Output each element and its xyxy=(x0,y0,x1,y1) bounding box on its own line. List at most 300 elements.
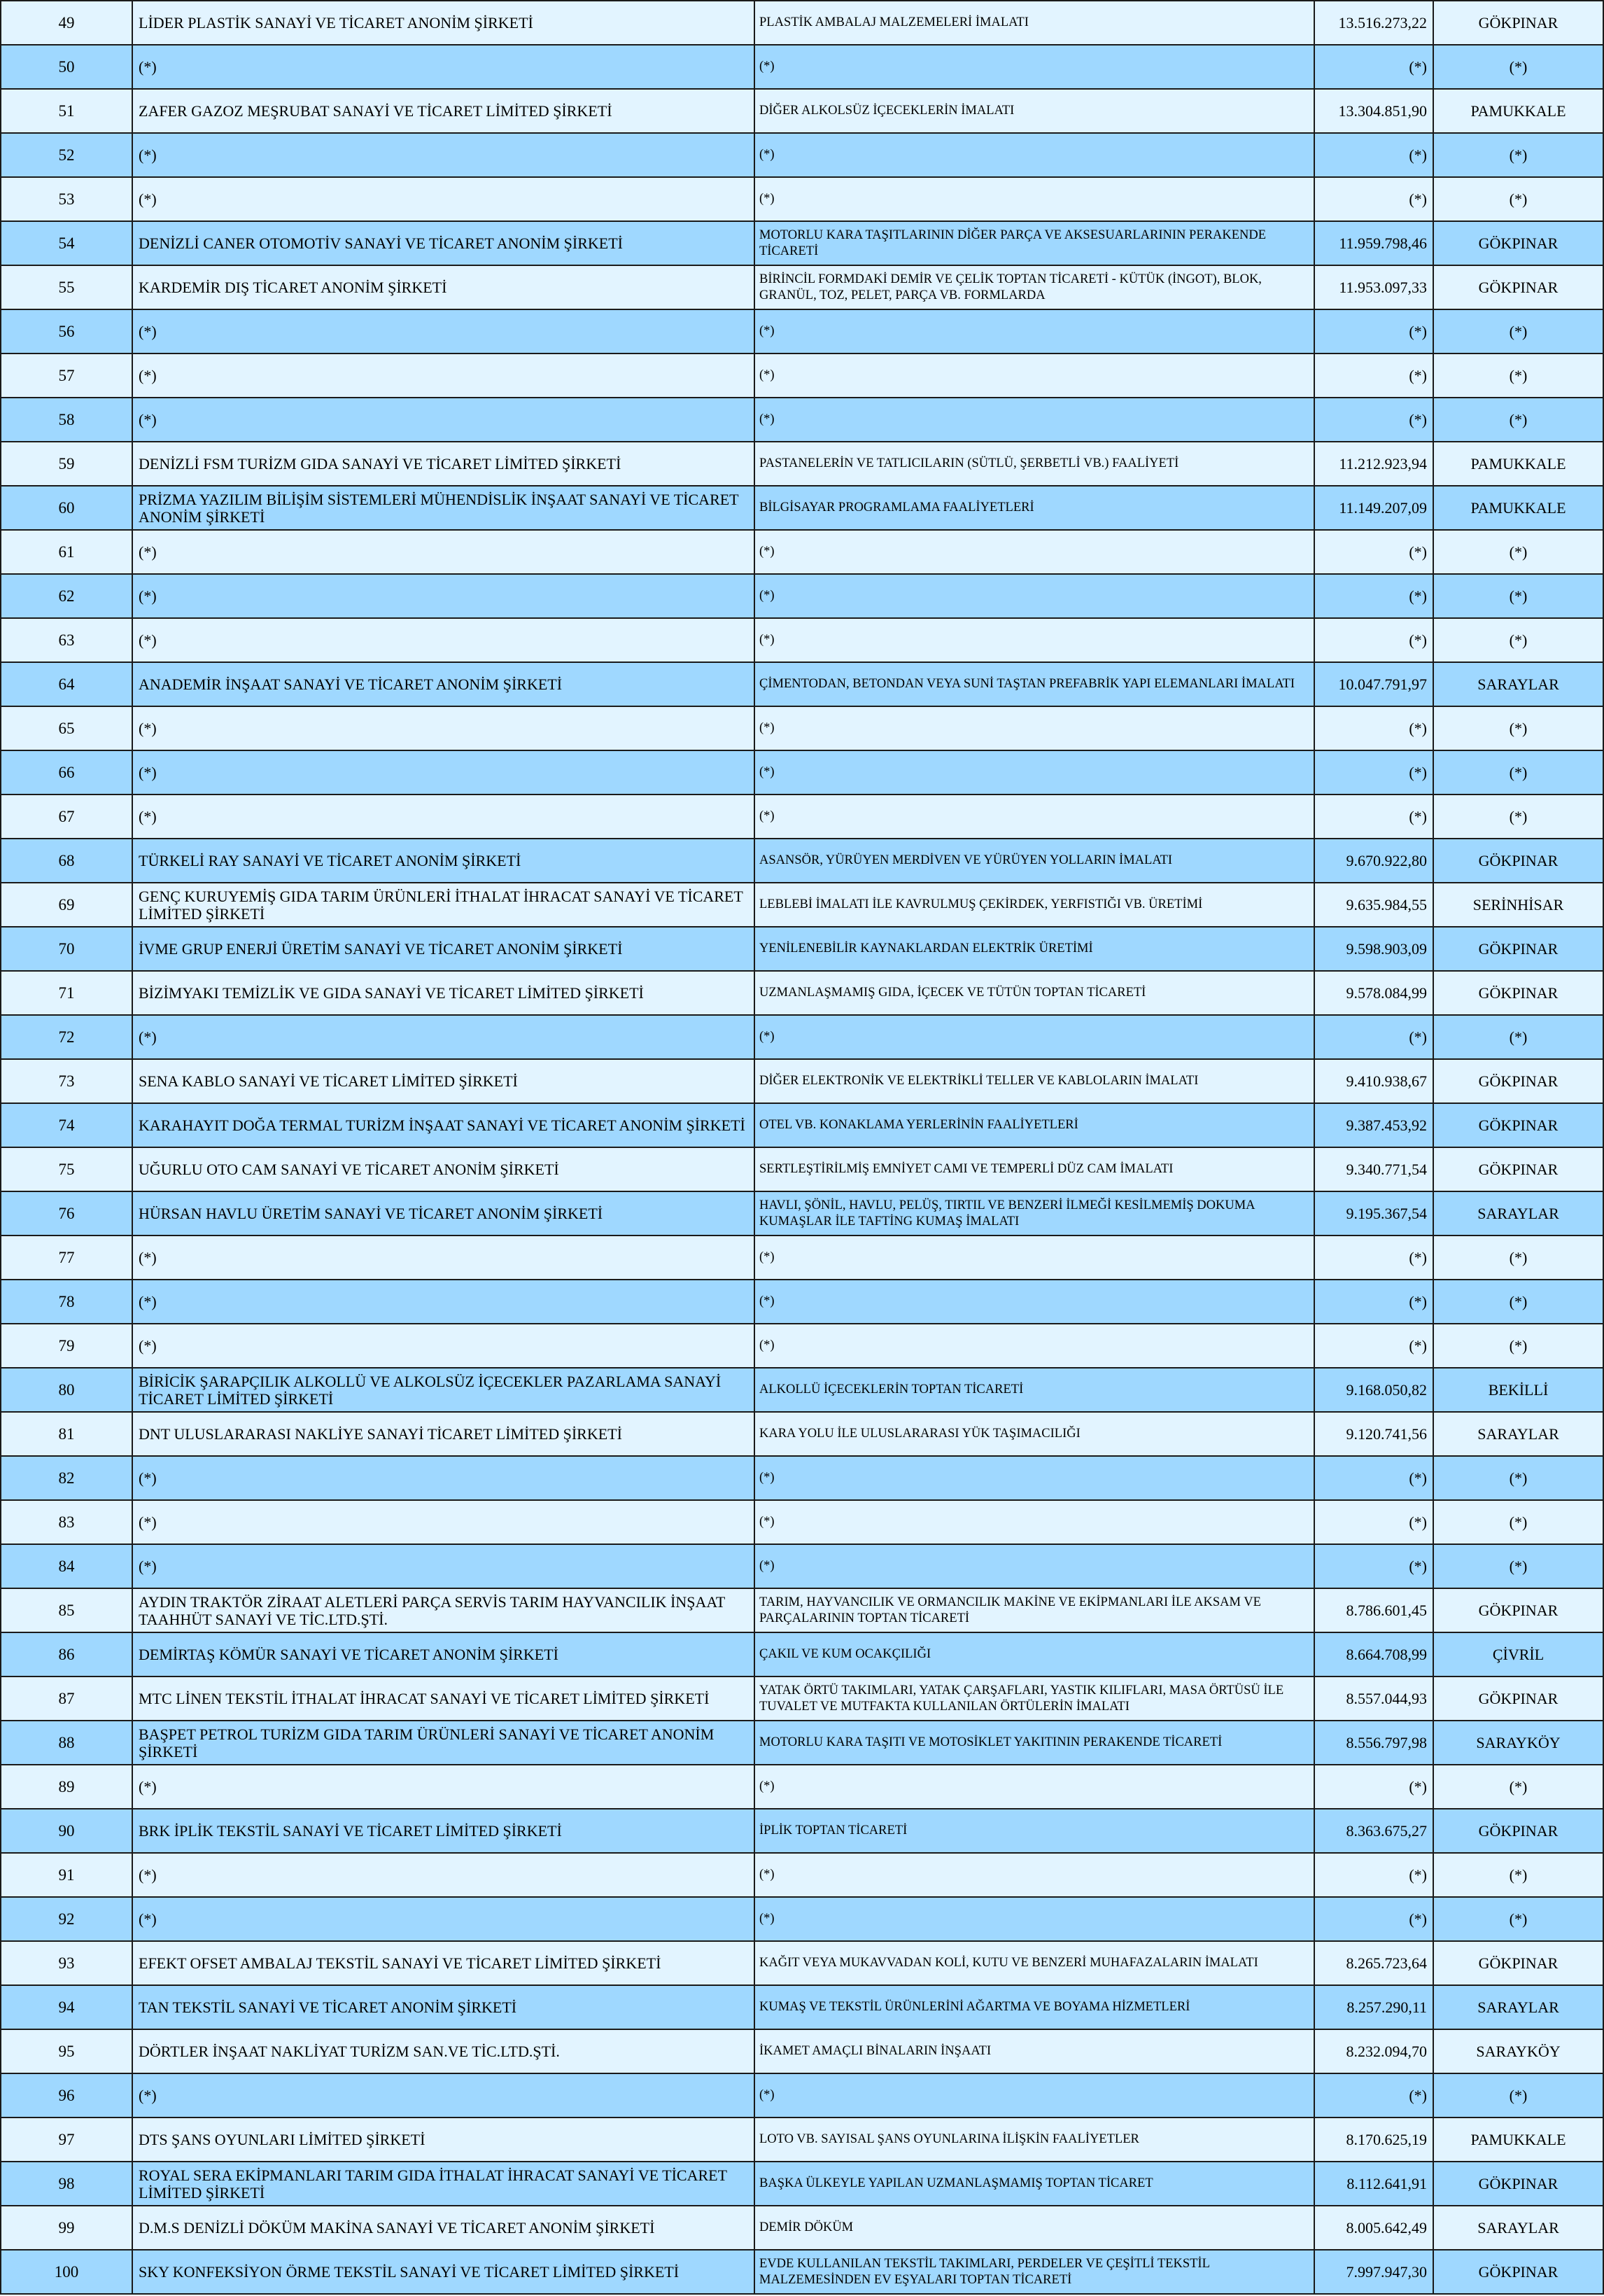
location-cell: ÇİVRİL xyxy=(1433,1632,1603,1676)
company-name-cell: (*) xyxy=(132,706,754,750)
company-name-cell: (*) xyxy=(132,1324,754,1368)
tax-amount-cell: (*) xyxy=(1314,354,1433,398)
location-cell: (*) xyxy=(1433,177,1603,221)
tax-amount-cell: 8.556.797,98 xyxy=(1314,1721,1433,1765)
tax-amount-cell: 8.664.708,99 xyxy=(1314,1632,1433,1676)
company-name-cell: (*) xyxy=(132,1015,754,1059)
table-row xyxy=(1,1765,1603,1809)
company-name-cell: KARDEMİR DIŞ TİCARET ANONİM ŞİRKETİ xyxy=(132,265,754,309)
rank-cell: 60 xyxy=(1,486,132,530)
table-row xyxy=(1,530,1603,574)
location-cell: GÖKPINAR xyxy=(1433,1,1603,45)
activity-cell: (*) xyxy=(754,354,1314,398)
activity-cell: BİRİNCİL FORMDAKİ DEMİR VE ÇELİK TOPTAN TİCARETİ - KÜTÜK (İNGOT), BLOK, GRANÜL, TOZ, PELET, PARÇA VB. FORMLARDA xyxy=(754,265,1314,309)
activity-cell: (*) xyxy=(754,794,1314,839)
location-cell: (*) xyxy=(1433,1765,1603,1809)
company-name-cell: (*) xyxy=(132,1544,754,1588)
location-cell: (*) xyxy=(1433,1324,1603,1368)
tax-amount-cell: 8.005.642,49 xyxy=(1314,2206,1433,2250)
location-cell: (*) xyxy=(1433,45,1603,89)
company-name-cell: (*) xyxy=(132,750,754,794)
company-name-cell: PRİZMA YAZILIM BİLİŞİM SİSTEMLERİ MÜHENDİSLİK İNŞAAT SANAYİ VE TİCARET ANONİM ŞİRKETİ xyxy=(132,486,754,530)
activity-cell: PLASTİK AMBALAJ MALZEMELERİ İMALATI xyxy=(754,1,1314,45)
tax-amount-cell: 8.112.641,91 xyxy=(1314,2162,1433,2206)
table-row xyxy=(1,1324,1603,1368)
location-cell: SARAYLAR xyxy=(1433,2206,1603,2250)
activity-cell: DİĞER ALKOLSÜZ İÇECEKLERİN İMALATI xyxy=(754,89,1314,133)
table-row xyxy=(1,133,1603,177)
tax-amount-cell: (*) xyxy=(1314,1324,1433,1368)
tax-amount-cell: (*) xyxy=(1314,398,1433,442)
table-row xyxy=(1,354,1603,398)
table-row xyxy=(1,1809,1603,1853)
location-cell: GÖKPINAR xyxy=(1433,1059,1603,1103)
company-name-cell: DEMİRTAŞ KÖMÜR SANAYİ VE TİCARET ANONİM ŞİRKETİ xyxy=(132,1632,754,1676)
tax-amount-cell: (*) xyxy=(1314,177,1433,221)
rank-cell: 65 xyxy=(1,706,132,750)
tax-amount-cell: 11.212.923,94 xyxy=(1314,442,1433,486)
tax-amount-cell: 9.195.367,54 xyxy=(1314,1191,1433,1236)
company-name-cell: KARAHAYIT DOĞA TERMAL TURİZM İNŞAAT SANAYİ VE TİCARET ANONİM ŞİRKETİ xyxy=(132,1103,754,1147)
company-name-cell: TÜRKELİ RAY SANAYİ VE TİCARET ANONİM ŞİRKETİ xyxy=(132,839,754,883)
table-row xyxy=(1,265,1603,309)
rank-cell: 81 xyxy=(1,1412,132,1456)
tax-amount-cell: (*) xyxy=(1314,1456,1433,1500)
tax-amount-cell: 8.265.723,64 xyxy=(1314,1941,1433,1985)
tax-amount-cell: (*) xyxy=(1314,530,1433,574)
activity-cell: (*) xyxy=(754,1853,1314,1897)
activity-cell: HAVLI, ŞÖNİL, HAVLU, PELÜŞ, TIRTIL VE BENZERİ İLMEĞİ KESİLMEMİŞ DOKUMA KUMAŞLAR İLE TAFTİNG KUMAŞ İMALATI xyxy=(754,1191,1314,1236)
table-row xyxy=(1,1191,1603,1236)
activity-cell: MOTORLU KARA TAŞITLARININ DİĞER PARÇA VE AKSESUARLARININ PERAKENDE TİCARETİ xyxy=(754,221,1314,265)
tax-amount-cell: 9.168.050,82 xyxy=(1314,1368,1433,1412)
tax-amount-cell: (*) xyxy=(1314,574,1433,618)
company-name-cell: (*) xyxy=(132,1765,754,1809)
company-name-cell: (*) xyxy=(132,1897,754,1941)
tax-amount-cell: 8.170.625,19 xyxy=(1314,2118,1433,2162)
activity-cell: (*) xyxy=(754,1280,1314,1324)
rank-cell: 52 xyxy=(1,133,132,177)
activity-cell: KUMAŞ VE TEKSTİL ÜRÜNLERİNİ AĞARTMA VE BOYAMA HİZMETLERİ xyxy=(754,1985,1314,2029)
activity-cell: (*) xyxy=(754,530,1314,574)
tax-amount-cell: (*) xyxy=(1314,1853,1433,1897)
table-row xyxy=(1,2206,1603,2250)
company-name-cell: (*) xyxy=(132,794,754,839)
location-cell: (*) xyxy=(1433,750,1603,794)
location-cell: (*) xyxy=(1433,1500,1603,1544)
activity-cell: (*) xyxy=(754,398,1314,442)
activity-cell: LOTO VB. SAYISAL ŞANS OYUNLARINA İLİŞKİN FAALİYETLER xyxy=(754,2118,1314,2162)
company-name-cell: HÜRSAN HAVLU ÜRETİM SANAYİ VE TİCARET ANONİM ŞİRKETİ xyxy=(132,1191,754,1236)
table-row xyxy=(1,1500,1603,1544)
table-row xyxy=(1,1280,1603,1324)
rank-cell: 55 xyxy=(1,265,132,309)
activity-cell: BİLGİSAYAR PROGRAMLAMA FAALİYETLERİ xyxy=(754,486,1314,530)
rank-cell: 89 xyxy=(1,1765,132,1809)
table-row xyxy=(1,1368,1603,1412)
activity-cell: (*) xyxy=(754,574,1314,618)
location-cell: PAMUKKALE xyxy=(1433,2118,1603,2162)
tax-amount-cell: (*) xyxy=(1314,45,1433,89)
rank-cell: 50 xyxy=(1,45,132,89)
company-name-cell: (*) xyxy=(132,1500,754,1544)
location-cell: (*) xyxy=(1433,1015,1603,1059)
activity-cell: LEBLEBİ İMALATI İLE KAVRULMUŞ ÇEKİRDEK, YERFISTIĞI VB. ÜRETİMİ xyxy=(754,883,1314,927)
location-cell: SARAYLAR xyxy=(1433,662,1603,706)
location-cell: BEKİLLİ xyxy=(1433,1368,1603,1412)
tax-amount-cell: (*) xyxy=(1314,1544,1433,1588)
activity-cell: (*) xyxy=(754,1500,1314,1544)
company-name-cell: (*) xyxy=(132,530,754,574)
activity-cell: MOTORLU KARA TAŞITI VE MOTOSİKLET YAKITININ PERAKENDE TİCARETİ xyxy=(754,1721,1314,1765)
table-row xyxy=(1,177,1603,221)
location-cell: (*) xyxy=(1433,794,1603,839)
activity-cell: YATAK ÖRTÜ TAKIMLARI, YATAK ÇARŞAFLARI, YASTIK KILIFLARI, MASA ÖRTÜSÜ İLE TUVALET VE MUTFAKTA KULLANILAN ÖRTÜLERİN İMALATI xyxy=(754,1676,1314,1721)
tax-amount-cell: 13.304.851,90 xyxy=(1314,89,1433,133)
rank-cell: 59 xyxy=(1,442,132,486)
tax-amount-cell: (*) xyxy=(1314,618,1433,662)
rank-cell: 54 xyxy=(1,221,132,265)
table-row xyxy=(1,883,1603,927)
company-name-cell: D.M.S DENİZLİ DÖKÜM MAKİNA SANAYİ VE TİCARET ANONİM ŞİRKETİ xyxy=(132,2206,754,2250)
location-cell: GÖKPINAR xyxy=(1433,1941,1603,1985)
tax-amount-cell: 10.047.791,97 xyxy=(1314,662,1433,706)
rank-cell: 71 xyxy=(1,971,132,1015)
tax-amount-cell: (*) xyxy=(1314,133,1433,177)
activity-cell: (*) xyxy=(754,133,1314,177)
activity-cell: YENİLENEBİLİR KAYNAKLARDAN ELEKTRİK ÜRETİMİ xyxy=(754,927,1314,971)
table-row xyxy=(1,442,1603,486)
location-cell: PAMUKKALE xyxy=(1433,486,1603,530)
rank-cell: 67 xyxy=(1,794,132,839)
location-cell: (*) xyxy=(1433,1280,1603,1324)
activity-cell: (*) xyxy=(754,1324,1314,1368)
rank-cell: 56 xyxy=(1,309,132,354)
location-cell: GÖKPINAR xyxy=(1433,265,1603,309)
rank-cell: 84 xyxy=(1,1544,132,1588)
location-cell: (*) xyxy=(1433,1853,1603,1897)
company-name-cell: DTS ŞANS OYUNLARI LİMİTED ŞİRKETİ xyxy=(132,2118,754,2162)
rank-cell: 80 xyxy=(1,1368,132,1412)
company-name-cell: BİRİCİK ŞARAPÇILIK ALKOLLÜ VE ALKOLSÜZ İÇECEKLER PAZARLAMA SANAYİ TİCARET LİMİTED ŞİRKETİ xyxy=(132,1368,754,1412)
company-name-cell: ZAFER GAZOZ MEŞRUBAT SANAYİ VE TİCARET LİMİTED ŞİRKETİ xyxy=(132,89,754,133)
tax-amount-cell: (*) xyxy=(1314,794,1433,839)
company-name-cell: (*) xyxy=(132,398,754,442)
company-name-cell: GENÇ KURUYEMİŞ GIDA TARIM ÜRÜNLERİ İTHALAT İHRACAT SANAYİ VE TİCARET LİMİTED ŞİRKETİ xyxy=(132,883,754,927)
table-row xyxy=(1,2118,1603,2162)
rank-cell: 62 xyxy=(1,574,132,618)
company-name-cell: DENİZLİ FSM TURİZM GIDA SANAYİ VE TİCARET LİMİTED ŞİRKETİ xyxy=(132,442,754,486)
rank-cell: 94 xyxy=(1,1985,132,2029)
location-cell: PAMUKKALE xyxy=(1433,89,1603,133)
table-row xyxy=(1,1,1603,45)
table-row xyxy=(1,2073,1603,2118)
activity-cell: (*) xyxy=(754,1456,1314,1500)
location-cell: GÖKPINAR xyxy=(1433,2162,1603,2206)
table-row xyxy=(1,662,1603,706)
table-row xyxy=(1,2162,1603,2206)
company-name-cell: BRK İPLİK TEKSTİL SANAYİ VE TİCARET LİMİTED ŞİRKETİ xyxy=(132,1809,754,1853)
activity-cell: KARA YOLU İLE ULUSLARARASI YÜK TAŞIMACILIĞI xyxy=(754,1412,1314,1456)
table-row xyxy=(1,89,1603,133)
activity-cell: ALKOLLÜ İÇECEKLERİN TOPTAN TİCARETİ xyxy=(754,1368,1314,1412)
location-cell: GÖKPINAR xyxy=(1433,1147,1603,1191)
activity-cell: EVDE KULLANILAN TEKSTİL TAKIMLARI, PERDELER VE ÇEŞİTLİ TEKSTİL MALZEMESİNDEN EV EŞYALARI TOPTAN TİCARETİ xyxy=(754,2250,1314,2294)
table-row xyxy=(1,794,1603,839)
table-row xyxy=(1,1456,1603,1500)
rank-cell: 86 xyxy=(1,1632,132,1676)
tax-amount-cell: (*) xyxy=(1314,750,1433,794)
activity-cell: OTEL VB. KONAKLAMA YERLERİNİN FAALİYETLERİ xyxy=(754,1103,1314,1147)
rank-cell: 64 xyxy=(1,662,132,706)
company-name-cell: (*) xyxy=(132,133,754,177)
activity-cell: (*) xyxy=(754,45,1314,89)
rank-cell: 98 xyxy=(1,2162,132,2206)
company-name-cell: ANADEMİR İNŞAAT SANAYİ VE TİCARET ANONİM ŞİRKETİ xyxy=(132,662,754,706)
location-cell: SERİNHİSAR xyxy=(1433,883,1603,927)
tax-amount-cell: (*) xyxy=(1314,1280,1433,1324)
tax-amount-cell: (*) xyxy=(1314,1236,1433,1280)
tax-amount-cell: (*) xyxy=(1314,1015,1433,1059)
tax-amount-cell: 9.635.984,55 xyxy=(1314,883,1433,927)
tax-amount-cell: 13.516.273,22 xyxy=(1314,1,1433,45)
table-row xyxy=(1,2250,1603,2294)
location-cell: (*) xyxy=(1433,1544,1603,1588)
table-row xyxy=(1,221,1603,265)
table-row xyxy=(1,1676,1603,1721)
location-cell: (*) xyxy=(1433,1897,1603,1941)
location-cell: (*) xyxy=(1433,133,1603,177)
table-row xyxy=(1,1985,1603,2029)
table-row xyxy=(1,1236,1603,1280)
table-row xyxy=(1,1103,1603,1147)
rank-cell: 78 xyxy=(1,1280,132,1324)
table-row xyxy=(1,1059,1603,1103)
location-cell: (*) xyxy=(1433,398,1603,442)
company-name-cell: TAN TEKSTİL SANAYİ VE TİCARET ANONİM ŞİRKETİ xyxy=(132,1985,754,2029)
activity-cell: DİĞER ELEKTRONİK VE ELEKTRİKLİ TELLER VE KABLOLARIN İMALATI xyxy=(754,1059,1314,1103)
table-body xyxy=(1,1,1603,2294)
table-row xyxy=(1,1147,1603,1191)
table-row xyxy=(1,1412,1603,1456)
location-cell: GÖKPINAR xyxy=(1433,1809,1603,1853)
location-cell: (*) xyxy=(1433,1456,1603,1500)
activity-cell: ASANSÖR, YÜRÜYEN MERDİVEN VE YÜRÜYEN YOLLARIN İMALATI xyxy=(754,839,1314,883)
tax-amount-cell: 9.670.922,80 xyxy=(1314,839,1433,883)
company-name-cell: DENİZLİ CANER OTOMOTİV SANAYİ VE TİCARET ANONİM ŞİRKETİ xyxy=(132,221,754,265)
location-cell: (*) xyxy=(1433,309,1603,354)
company-name-cell: (*) xyxy=(132,1853,754,1897)
location-cell: GÖKPINAR xyxy=(1433,927,1603,971)
activity-cell: (*) xyxy=(754,177,1314,221)
rank-cell: 93 xyxy=(1,1941,132,1985)
rank-cell: 70 xyxy=(1,927,132,971)
rank-cell: 63 xyxy=(1,618,132,662)
location-cell: (*) xyxy=(1433,2073,1603,2118)
location-cell: PAMUKKALE xyxy=(1433,442,1603,486)
tax-amount-cell: 8.557.044,93 xyxy=(1314,1676,1433,1721)
rank-cell: 83 xyxy=(1,1500,132,1544)
company-name-cell: SENA KABLO SANAYİ VE TİCARET LİMİTED ŞİRKETİ xyxy=(132,1059,754,1103)
tax-amount-cell: 8.786.601,45 xyxy=(1314,1588,1433,1632)
tax-amount-cell: 9.578.084,99 xyxy=(1314,971,1433,1015)
location-cell: (*) xyxy=(1433,618,1603,662)
rank-cell: 79 xyxy=(1,1324,132,1368)
table-row xyxy=(1,750,1603,794)
company-name-cell: UĞURLU OTO CAM SANAYİ VE TİCARET ANONİM ŞİRKETİ xyxy=(132,1147,754,1191)
company-name-cell: (*) xyxy=(132,45,754,89)
activity-cell: (*) xyxy=(754,1765,1314,1809)
rank-cell: 90 xyxy=(1,1809,132,1853)
location-cell: (*) xyxy=(1433,574,1603,618)
rank-cell: 72 xyxy=(1,1015,132,1059)
table-row xyxy=(1,574,1603,618)
company-name-cell: (*) xyxy=(132,354,754,398)
tax-amount-cell: 8.232.094,70 xyxy=(1314,2029,1433,2073)
tax-amount-cell: 9.120.741,56 xyxy=(1314,1412,1433,1456)
company-name-cell: (*) xyxy=(132,309,754,354)
activity-cell: KAĞIT VEYA MUKAVVADAN KOLİ, KUTU VE BENZERİ MUHAFAZALARIN İMALATI xyxy=(754,1941,1314,1985)
table-row xyxy=(1,1544,1603,1588)
table-row xyxy=(1,486,1603,530)
location-cell: SARAYLAR xyxy=(1433,1985,1603,2029)
company-name-cell: BAŞPET PETROL TURİZM GIDA TARIM ÜRÜNLERİ SANAYİ VE TİCARET ANONİM ŞİRKETİ xyxy=(132,1721,754,1765)
tax-amount-cell: 8.363.675,27 xyxy=(1314,1809,1433,1853)
activity-cell: (*) xyxy=(754,1015,1314,1059)
company-name-cell: (*) xyxy=(132,574,754,618)
tax-amount-cell: 8.257.290,11 xyxy=(1314,1985,1433,2029)
tax-amount-cell: (*) xyxy=(1314,309,1433,354)
activity-cell: İPLİK TOPTAN TİCARETİ xyxy=(754,1809,1314,1853)
table-row xyxy=(1,1632,1603,1676)
activity-cell: (*) xyxy=(754,1544,1314,1588)
table-row xyxy=(1,618,1603,662)
location-cell: GÖKPINAR xyxy=(1433,2250,1603,2294)
table-row xyxy=(1,1015,1603,1059)
rank-cell: 96 xyxy=(1,2073,132,2118)
activity-cell: PASTANELERİN VE TATLICILARIN (SÜTLÜ, ŞERBETLİ VB.) FAALİYETİ xyxy=(754,442,1314,486)
tax-amount-cell: 11.953.097,33 xyxy=(1314,265,1433,309)
tax-amount-cell: 11.149.207,09 xyxy=(1314,486,1433,530)
rank-cell: 58 xyxy=(1,398,132,442)
rank-cell: 73 xyxy=(1,1059,132,1103)
company-name-cell: (*) xyxy=(132,618,754,662)
table-row xyxy=(1,1721,1603,1765)
rank-cell: 51 xyxy=(1,89,132,133)
rank-cell: 69 xyxy=(1,883,132,927)
rank-cell: 61 xyxy=(1,530,132,574)
activity-cell: (*) xyxy=(754,2073,1314,2118)
activity-cell: (*) xyxy=(754,706,1314,750)
company-name-cell: BİZİMYAKI TEMİZLİK VE GIDA SANAYİ VE TİCARET LİMİTED ŞİRKETİ xyxy=(132,971,754,1015)
company-name-cell: LİDER PLASTİK SANAYİ VE TİCARET ANONİM ŞİRKETİ xyxy=(132,1,754,45)
table-row xyxy=(1,45,1603,89)
company-name-cell: ROYAL SERA EKİPMANLARI TARIM GIDA İTHALAT İHRACAT SANAYİ VE TİCARET LİMİTED ŞİRKETİ xyxy=(132,2162,754,2206)
table-row xyxy=(1,398,1603,442)
rank-cell: 88 xyxy=(1,1721,132,1765)
company-name-cell: (*) xyxy=(132,2073,754,2118)
location-cell: SARAYKÖY xyxy=(1433,2029,1603,2073)
rank-cell: 82 xyxy=(1,1456,132,1500)
tax-amount-cell: (*) xyxy=(1314,2073,1433,2118)
company-name-cell: (*) xyxy=(132,1456,754,1500)
table-row xyxy=(1,1588,1603,1632)
rank-cell: 99 xyxy=(1,2206,132,2250)
company-name-cell: SKY KONFEKSİYON ÖRME TEKSTİL SANAYİ VE TİCARET LİMİTED ŞİRKETİ xyxy=(132,2250,754,2294)
activity-cell: ÇİMENTODAN, BETONDAN VEYA SUNİ TAŞTAN PREFABRİK YAPI ELEMANLARI İMALATI xyxy=(754,662,1314,706)
rank-cell: 87 xyxy=(1,1676,132,1721)
location-cell: SARAYLAR xyxy=(1433,1191,1603,1236)
table-row xyxy=(1,839,1603,883)
tax-amount-cell: 9.340.771,54 xyxy=(1314,1147,1433,1191)
activity-cell: ÇAKIL VE KUM OCAKÇILIĞI xyxy=(754,1632,1314,1676)
rank-cell: 91 xyxy=(1,1853,132,1897)
rank-cell: 100 xyxy=(1,2250,132,2294)
location-cell: GÖKPINAR xyxy=(1433,839,1603,883)
rank-cell: 68 xyxy=(1,839,132,883)
rank-cell: 92 xyxy=(1,1897,132,1941)
tax-amount-cell: 7.997.947,30 xyxy=(1314,2250,1433,2294)
activity-cell: (*) xyxy=(754,750,1314,794)
location-cell: SARAYKÖY xyxy=(1433,1721,1603,1765)
table-row xyxy=(1,927,1603,971)
location-cell: GÖKPINAR xyxy=(1433,1588,1603,1632)
company-name-cell: DÖRTLER İNŞAAT NAKLİYAT TURİZM SAN.VE TİC.LTD.ŞTİ. xyxy=(132,2029,754,2073)
rank-cell: 66 xyxy=(1,750,132,794)
activity-cell: (*) xyxy=(754,309,1314,354)
tax-amount-cell: (*) xyxy=(1314,1897,1433,1941)
company-name-cell: AYDIN TRAKTÖR ZİRAAT ALETLERİ PARÇA SERVİS TARIM HAYVANCILIK İNŞAAT TAAHHÜT SANAYİ VE TİC.LTD.ŞTİ. xyxy=(132,1588,754,1632)
tax-amount-cell: (*) xyxy=(1314,1765,1433,1809)
company-name-cell: (*) xyxy=(132,1280,754,1324)
company-name-cell: MTC LİNEN TEKSTİL İTHALAT İHRACAT SANAYİ VE TİCARET LİMİTED ŞİRKETİ xyxy=(132,1676,754,1721)
rank-cell: 74 xyxy=(1,1103,132,1147)
rank-cell: 49 xyxy=(1,1,132,45)
rank-cell: 77 xyxy=(1,1236,132,1280)
location-cell: (*) xyxy=(1433,354,1603,398)
tax-amount-cell: (*) xyxy=(1314,706,1433,750)
table-row xyxy=(1,1897,1603,1941)
company-name-cell: İVME GRUP ENERJİ ÜRETİM SANAYİ VE TİCARET ANONİM ŞİRKETİ xyxy=(132,927,754,971)
tax-amount-cell: 9.410.938,67 xyxy=(1314,1059,1433,1103)
rank-cell: 85 xyxy=(1,1588,132,1632)
company-name-cell: EFEKT OFSET AMBALAJ TEKSTİL SANAYİ VE TİCARET LİMİTED ŞİRKETİ xyxy=(132,1941,754,1985)
rank-cell: 57 xyxy=(1,354,132,398)
location-cell: GÖKPINAR xyxy=(1433,971,1603,1015)
tax-amount-cell: (*) xyxy=(1314,1500,1433,1544)
activity-cell: İKAMET AMAÇLI BİNALARIN İNŞAATI xyxy=(754,2029,1314,2073)
rank-cell: 97 xyxy=(1,2118,132,2162)
location-cell: (*) xyxy=(1433,1236,1603,1280)
tax-amount-cell: 9.387.453,92 xyxy=(1314,1103,1433,1147)
table-row xyxy=(1,706,1603,750)
tax-amount-cell: 11.959.798,46 xyxy=(1314,221,1433,265)
location-cell: GÖKPINAR xyxy=(1433,221,1603,265)
table-row xyxy=(1,1853,1603,1897)
activity-cell: DEMİR DÖKÜM xyxy=(754,2206,1314,2250)
location-cell: GÖKPINAR xyxy=(1433,1103,1603,1147)
table-row xyxy=(1,1941,1603,1985)
tax-amount-cell: 9.598.903,09 xyxy=(1314,927,1433,971)
rank-cell: 53 xyxy=(1,177,132,221)
company-name-cell: (*) xyxy=(132,177,754,221)
activity-cell: (*) xyxy=(754,618,1314,662)
activity-cell: BAŞKA ÜLKEYLE YAPILAN UZMANLAŞMAMIŞ TOPTAN TİCARET xyxy=(754,2162,1314,2206)
location-cell: GÖKPINAR xyxy=(1433,1676,1603,1721)
activity-cell: (*) xyxy=(754,1236,1314,1280)
location-cell: (*) xyxy=(1433,706,1603,750)
activity-cell: TARIM, HAYVANCILIK VE ORMANCILIK MAKİNE VE EKİPMANLARI İLE AKSAM VE PARÇALARININ TOPTAN TİCARETİ xyxy=(754,1588,1314,1632)
